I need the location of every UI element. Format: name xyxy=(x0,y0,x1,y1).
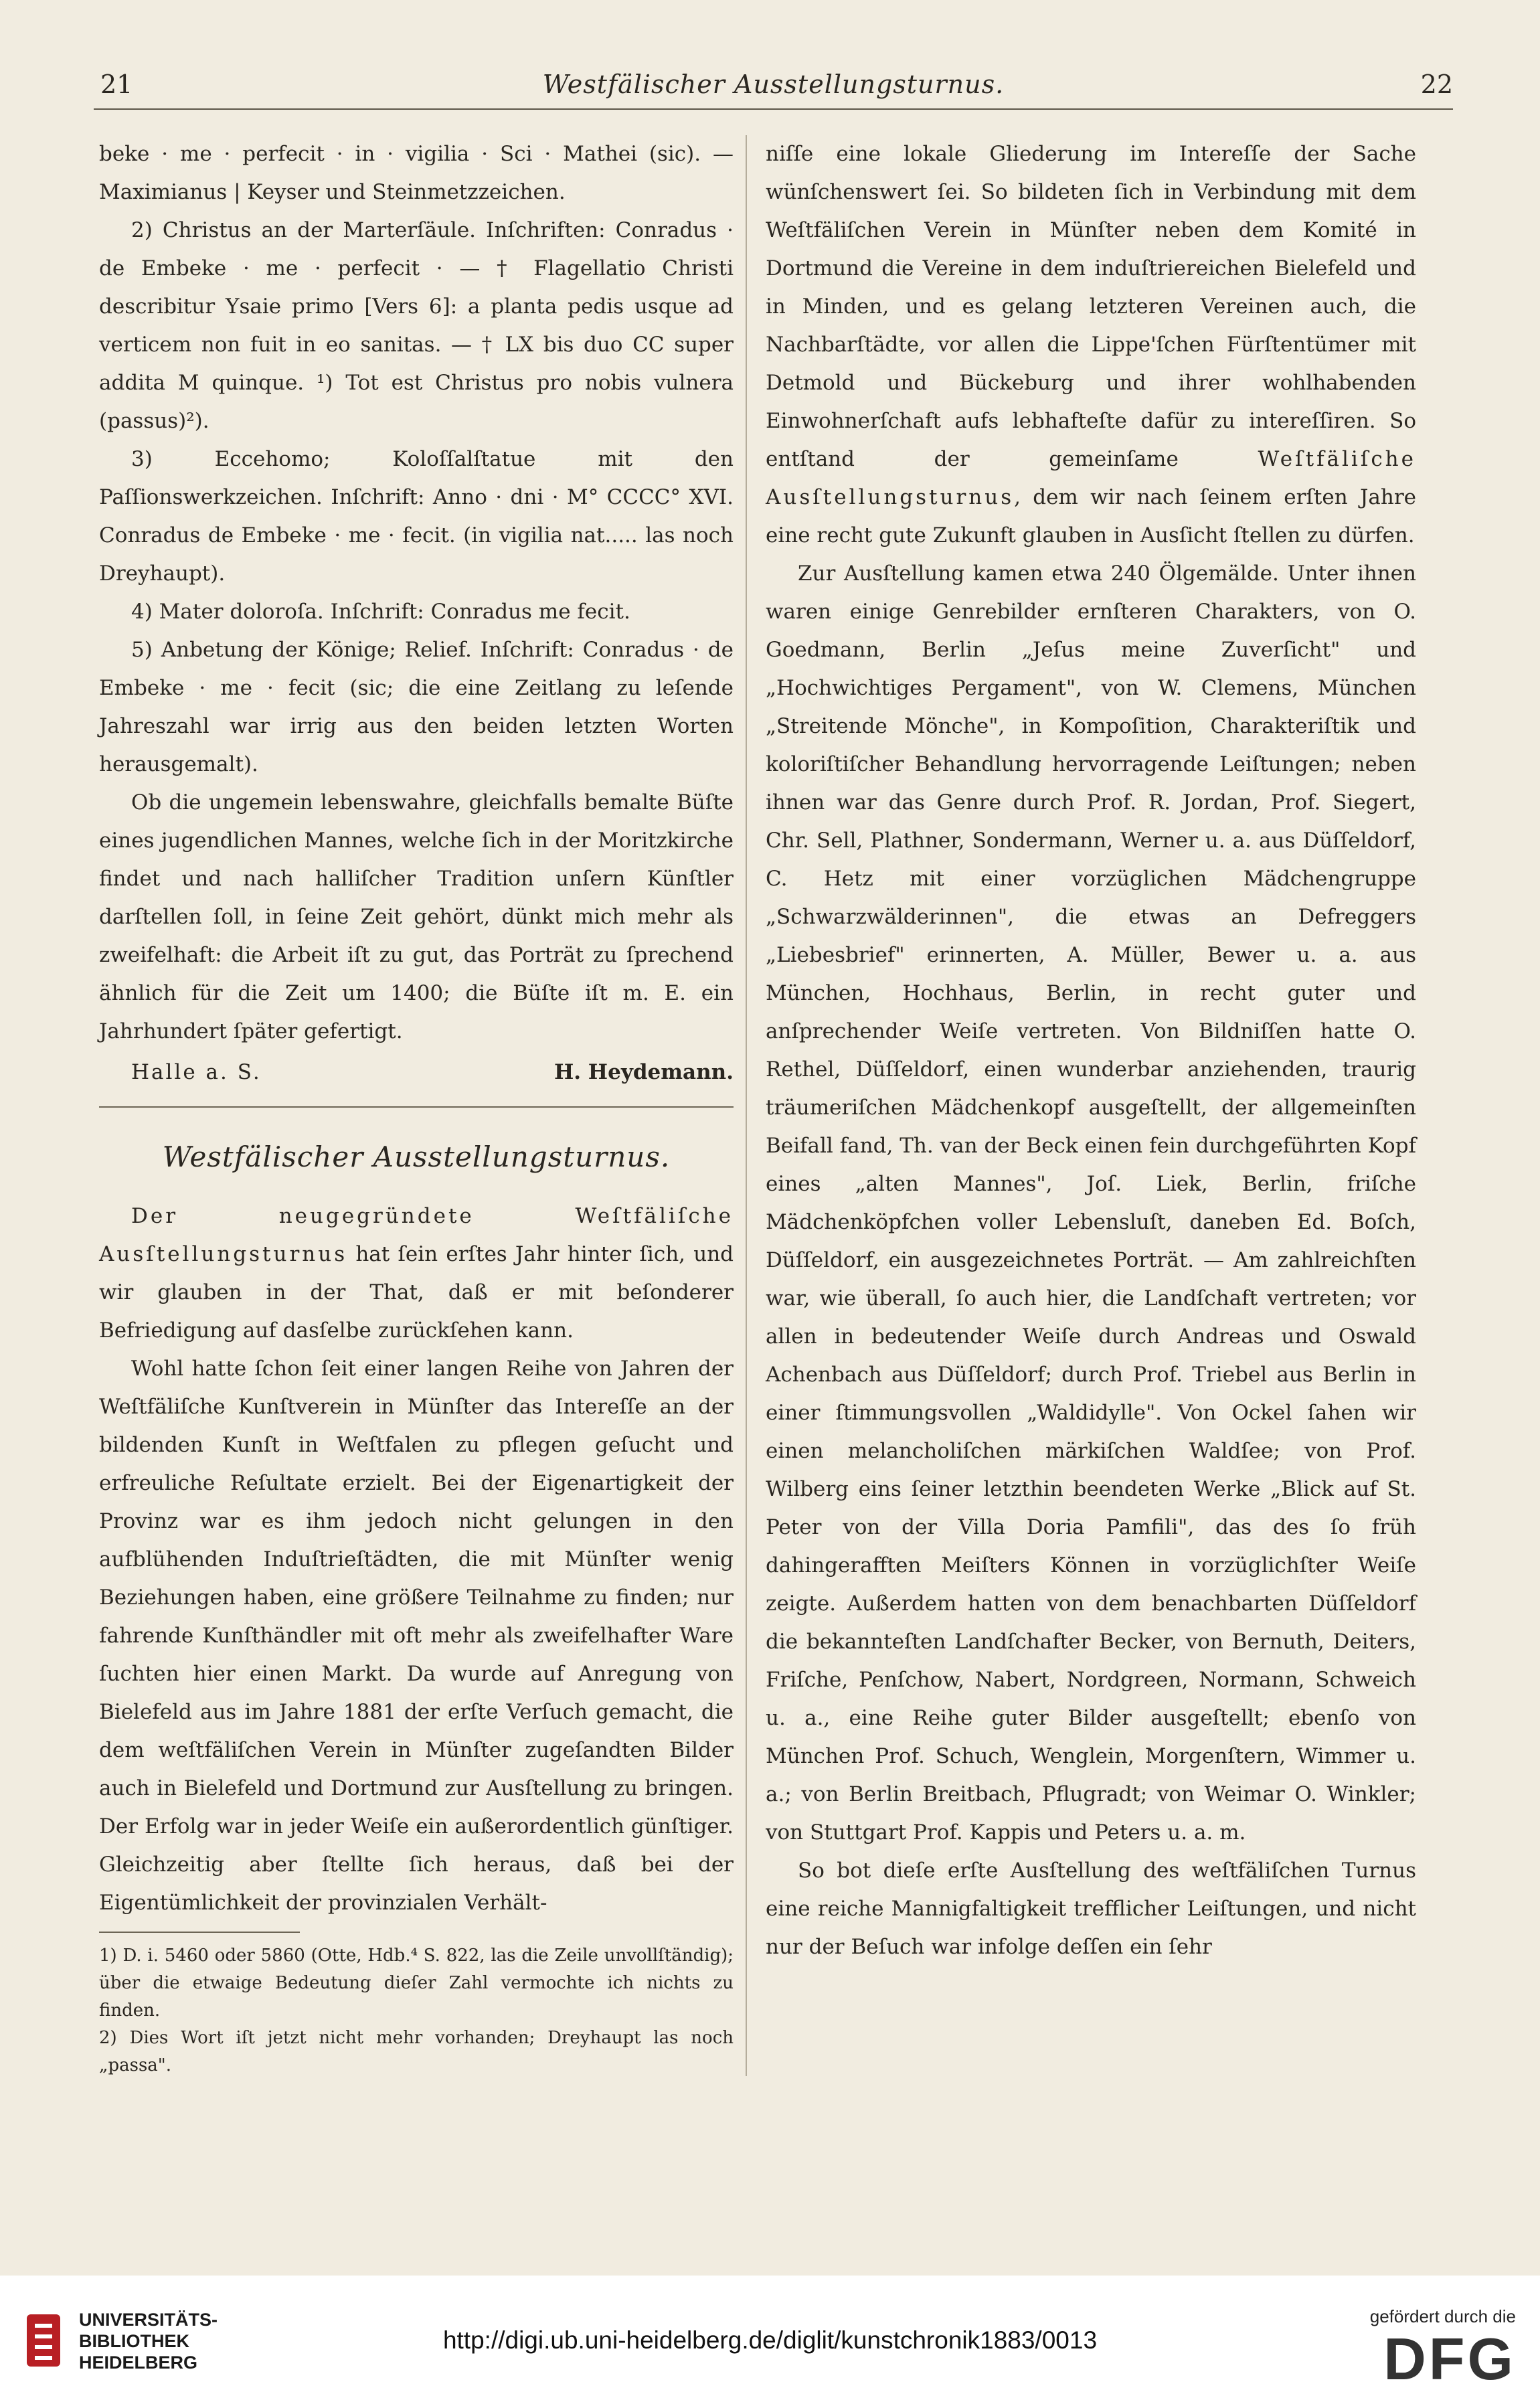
paragraph-exhibition: Zur Ausſtellung kamen etwa 240 Ölgemälde. Unter ihnen waren einige Genrebilder ernſteren Charakters, von O. Goedmann, Berlin „Jeſus meine Zuverſicht" und „Hochwichtiges Pergament", von W. Clemens, München „Streitende Mönche", in Kompoſition, Charakteriſtik und koloriſtiſcher Behandlung hervorragende Leiſtungen; neben ihnen war das Genre durch Prof. R. Jordan, Prof. Siegert, Chr. Sell, Plathner, Sondermann, Werner u. a. aus Düſſeldorf, C. Hetz mit einer vorzüglichen Mädchengruppe „Schwarzwälderinnen", die etwas an Defreggers „Liebesbrief" erinnerten, A. Müller, Bewer u. a. aus München, Hochhaus, Berlin, in recht guter und anſprechender Weiſe vertreten. Von Bildniſſen hatte O. Rethel, Düſſeldorf, einen wunderbar anziehenden, traurig träumeriſchen Mädchenkopf ausgeſtellt, der allgemeinſten Beifall fand, Th. van der Beck einen fein durchgeführten Kopf eines „alten Mannes", Joſ. Liek, Berlin, friſche Mädchenköpfchen voller Lebensluſt, daneben Ed. Boſch, Düſſeldorf, ein ausgezeichnetes Porträt. — Am zahlreichſten war, wie überall, ſo auch hier, die Landſchaft vertreten; vor allen in bedeutender Weiſe durch Andreas und Oswald Achenbach aus Düſſeldorf; durch Prof. Triebel aus Berlin in einer ſtimmungsvollen „Waldidylle". Von Ockel ſahen wir einen melancholiſchen märkiſchen Waldſee; von Prof. Wilberg eins ſeiner letzthin beendeten Werke „Blick auf St. Peter von der Villa Doria Pamfili", das des ſo früh dahingerafften Meiſters Können in vorzüglichſter Weiſe zeigte. Außerdem hatten von dem benachbarten Düſſeldorf die bekannteſten Landſchafter Becker, von Bernuth, Deiters, Friſche, Penſchow, Nabert, Nordgreen, Normann, Schweich u. a., eine Reihe guter Bilder ausgeſtellt; ebenſo von München Prof. Schuch, Wenglein, Morgenſtern, Wimmer u. a.; von Berlin Breitbach, Pflugradt; von Weimar O. Winkler; von Stuttgart Prof. Kappis und Peters u. a. m. xyxy=(766,562,1416,1845)
logo-line-3: HEIDELBERG xyxy=(79,2352,198,2373)
paragraph-conclusion: So bot dieſe erſte Ausſtellung des weſtfäliſchen Turnus eine reiche Mannigfaltigkeit trefflicher Leiſtungen, und nicht nur der Beſuch war infolge deſſen ein ſehr xyxy=(766,1859,1416,1959)
article-title: Westfälischer Ausstellungsturnus. xyxy=(162,1140,671,1173)
signature-author: H. Heydemann. xyxy=(553,1060,734,1084)
paragraph-item-3: 3) Eccehomo; Koloſſalſtatue mit den Paſſionswerkzeichen. Inſchrift: Anno · dni · M° CCCC° XVI. Conradus de Embeke · me · fecit. (in vigilia nat..... las noch Dreyhaupt). xyxy=(99,447,734,586)
signature-line xyxy=(99,1053,734,1092)
continuation-end: , dem wir nach ſeinem erſten Jahre eine recht gute Zukunft glauben in Ausſicht ſtellen zu dürfen. xyxy=(766,485,1416,547)
paragraph-history: Wohl hatte ſchon ſeit einer langen Reihe von Jahren der Weſtfäliſche Kunſtverein in Münſter das Intereſſe an der bildenden Kunſt in Weſtfalen zu pflegen geſucht und erfreuliche Reſultate erzielt. Bei der Eigenartigkeit der Provinz war es ihm jedoch nicht gelungen in den aufblühenden Induſtrieſtädten, die mit Münſter wenig Beziehungen haben, eine größere Teilnahme zu finden; nur fahrende Kunſthändler mit oft mehr als zweifelhafter Ware ſuchten hier einen Markt. Da wurde auf Anregung von Bielefeld aus im Jahre 1881 der erſte Verſuch gemacht, die dem weſtfäliſchen Verein in Münſter zugeſandten Bilder auch in Bielefeld und Dortmund zur Ausſtellung zu bringen. Der Erfolg war in jeder Weiſe ein außerordentlich günſtiger. Gleichzeitig aber ſtellte ſich heraus, daß bei der Eigentümlichkeit der provinzialen Verhält- xyxy=(99,1357,734,1915)
column-divider xyxy=(746,135,747,2076)
paragraph-intro-text: hat ſein erſtes Jahr hinter ſich, und wir glauben in der That, daß er mit beſonderer Befriedigung auf dasſelbe zurückſehen kann. xyxy=(99,1242,734,1343)
paragraph-continuation xyxy=(766,135,1416,555)
paragraph-intro xyxy=(99,1197,734,1350)
paragraph-inscription-1: beke · me · perfecit · in · vigilia · Sci · Mathei (sic). — Maximianus | Keyser und Steinmetzzeichen. xyxy=(99,142,734,204)
funding-block xyxy=(1329,2306,1516,2391)
footnote-1: 1) D. i. 5460 oder 5860 (Otte, Hdb.⁴ S. 822, las die Zeile unvollſtändig); über die etwaige Bedeutung dieſer Zahl vermochte ich nichts zu finden. xyxy=(99,1946,734,2021)
running-head xyxy=(94,64,1453,107)
left-column xyxy=(99,135,734,2079)
right-column xyxy=(766,135,1416,1966)
funding-label: gefördert durch die xyxy=(1369,2306,1516,2326)
paragraph-item-5: 5) Anbetung der Könige; Relief. Inſchrift: Conradus · de Embeke · me · fecit (sic; die eine Zeitlang zu leſende Jahreszahl war irrig aus den beiden letzten Worten herausgemalt). xyxy=(99,638,734,776)
footnote-rule xyxy=(99,1932,300,1933)
spaced-term: Der neugegründete Weſtfäliſche Ausſtellungsturnus xyxy=(99,1204,734,1266)
logo-line-2: BIBLIOTHEK xyxy=(79,2331,189,2351)
continuation-text: niſſe eine lokale Gliederung im Intereſſe der Sache wünſchenswert ſei. So bildeten ſich in Verbindung mit dem Weſtfäliſchen Verein in Münſter neben dem Komité in Dortmund die Vereine in dem induſtriereichen Bielefeld und in Minden, und es gelang letzteren Vereinen auch, die Nachbarſtädte, vor allen die Lippe'ſchen Fürſtentümer mit Detmold und Bückeburg und ihrer wohlhabenden Einwohnerſchaft aufs lebhafteſte dafür zu intereſſiren. So entſtand der gemeinſame xyxy=(766,142,1416,471)
logo-line-1: UNIVERSITÄTS- xyxy=(79,2310,218,2330)
page-number-right: 22 xyxy=(1420,70,1453,99)
source-url-link[interactable]: http://digi.ub.uni-heidelberg.de/diglit/kunstchronik1883/0013 xyxy=(442,2326,1098,2354)
article-separator xyxy=(99,1106,734,1108)
footer-bar xyxy=(0,2276,1540,2396)
footnote-2: 2) Dies Wort iſt jetzt nicht mehr vorhanden; Dreyhaupt las noch „passa". xyxy=(99,2028,734,2075)
running-title: Westfälischer Ausstellungsturnus. xyxy=(542,70,1005,99)
paragraph-item-4: 4) Mater doloroſa. Inſchrift: Conradus me fecit. xyxy=(131,600,630,624)
paragraph-bust: Ob die ungemein lebenswahre, gleichfalls bemalte Büſte eines jugendlichen Mannes, welche ſich in der Moritzkirche findet und nach halliſcher Tradition unſern Künſtler darſtellen ſoll, in ſeine Zeit gehört, dünkt mich mehr als zweifelhaft: die Arbeit iſt zu gut, das Porträt zu ſprechend ähnlich für die Zeit um 1400; die Büſte iſt m. E. ein Jahrhundert ſpäter gefertigt. xyxy=(99,790,734,1043)
header-rule xyxy=(94,108,1453,110)
paragraph-item-2: 2) Christus an der Marterſäule. Inſchriften: Conradus · de Embeke · me · perfecit · — † Flagellatio Christi describitur Ysaie primo [Vers 6]: a planta pedis usque ad verticem non fuit in eo sanitas. — † LX bis duo CC super addita M quinque. ¹) Tot est Christus pro nobis vulnera (passus)²). xyxy=(99,218,734,433)
dfg-logo: DFG xyxy=(1383,2326,1516,2392)
page-number-left: 21 xyxy=(100,70,133,99)
signature-place: Halle a. S. xyxy=(131,1060,262,1084)
spaced-term-turnus: Weſtfäliſche Ausſtellungsturnus xyxy=(766,447,1416,509)
